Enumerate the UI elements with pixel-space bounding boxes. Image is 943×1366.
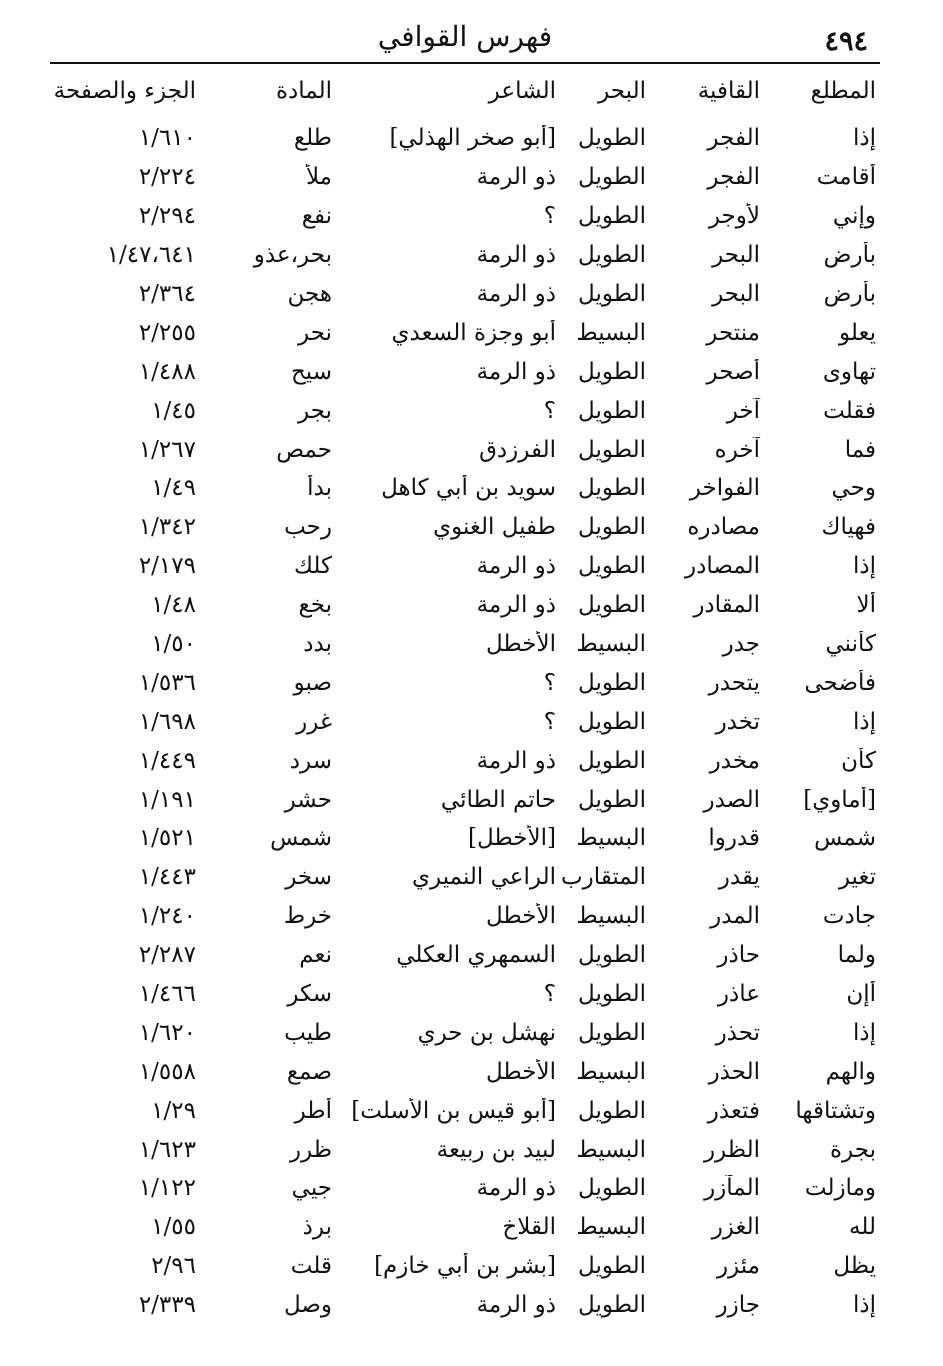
volume-page-cell: ١/٦٢٠	[138, 1019, 196, 1046]
matla-cell: بجرة	[830, 1136, 876, 1163]
bahr-cell: الطويل	[578, 514, 646, 541]
table-row	[50, 1247, 880, 1286]
bahr-cell: الطويل	[578, 358, 646, 385]
volume-page-cell: ١/٤٨٨	[138, 358, 196, 385]
table-row	[50, 780, 880, 819]
bahr-cell: الطويل	[578, 281, 646, 307]
table-row	[50, 1091, 880, 1130]
column-header-shaer: الشاعر	[488, 78, 556, 104]
bahr-cell: الطويل	[578, 747, 646, 774]
qafiya-cell: المقادر	[693, 592, 760, 619]
volume-page-cell: ١/٦٢٣	[138, 1136, 196, 1163]
matla-cell: فقلت	[823, 397, 876, 424]
volume-page-cell: ١/١٩١	[138, 786, 196, 813]
table-row	[50, 508, 880, 547]
table-row	[50, 1208, 880, 1247]
bahr-cell: الطويل	[578, 242, 646, 269]
matla-cell: تغير	[838, 864, 876, 891]
poet-cell: ذو الرمة	[476, 592, 556, 619]
volume-page-cell: ١/٤٦٦	[138, 981, 196, 1008]
root-cell: صمع	[286, 1058, 332, 1085]
poet-cell: حاتم الطائي	[440, 786, 556, 813]
root-cell: بدأ	[307, 475, 332, 502]
volume-page-cell: ١/٢٩	[151, 1097, 196, 1124]
table-row	[50, 119, 880, 158]
table-row	[50, 625, 880, 664]
root-cell: ملأ	[305, 164, 332, 191]
table-row	[50, 313, 880, 352]
matla-cell: إذا	[852, 708, 876, 735]
volume-page-cell: ١/٤٧،٦٤١	[106, 242, 196, 269]
matla-cell: بأرض	[823, 281, 876, 307]
page-number: ٤٩٤	[824, 26, 868, 57]
qafiya-cell: أصحر	[706, 358, 760, 385]
column-header-matla: المطلع	[810, 78, 876, 104]
matla-cell: ومازلت	[804, 1175, 876, 1202]
table-row	[50, 741, 880, 780]
qafiya-cell: قدروا	[708, 825, 760, 852]
volume-page-cell: ٢/١٧٩	[138, 553, 196, 580]
volume-page-cell: ١/١٢٢	[138, 1175, 196, 1202]
table-row	[50, 352, 880, 391]
bahr-cell: الطويل	[578, 708, 646, 735]
volume-page-cell: ١/٤٨	[151, 592, 196, 619]
root-cell: بخع	[298, 592, 332, 619]
table-row	[50, 1286, 880, 1325]
matla-cell: وتشتاقها	[795, 1097, 876, 1124]
bahr-cell: الطويل	[578, 1097, 646, 1124]
bahr-cell: الطويل	[578, 1019, 646, 1046]
poet-cell: السمهري العكلي	[396, 942, 556, 969]
matla-cell: لله	[849, 1214, 876, 1241]
volume-page-cell: ١/٤٩	[151, 475, 196, 502]
poet-cell: ؟	[543, 981, 556, 1008]
qafiya-cell: الحذر	[708, 1058, 760, 1085]
root-cell: طيب	[284, 1019, 332, 1046]
qafiya-cell: مخدر	[709, 747, 760, 774]
root-cell: هجن	[287, 281, 332, 307]
poet-cell: [أبو قيس بن الأسلت]	[351, 1097, 556, 1124]
root-cell: نحر	[298, 319, 332, 346]
bahr-cell: المتقارب	[560, 864, 646, 891]
bahr-cell: الطويل	[578, 1292, 646, 1319]
root-cell: غرر	[296, 708, 332, 735]
matla-cell: والهم	[825, 1058, 876, 1085]
poet-cell: الفرزدق	[479, 436, 556, 463]
table-row	[50, 858, 880, 897]
poet-cell: [الأخطل]	[468, 825, 556, 852]
poet-cell: أبو وجزة السعدي	[391, 319, 556, 346]
header-rule	[50, 62, 880, 64]
volume-page-cell: ٢/٣٦٤	[138, 281, 196, 307]
qafiya-cell: تحذر	[715, 1019, 760, 1046]
bahr-cell: الطويل	[578, 553, 646, 580]
table-row	[50, 236, 880, 275]
bahr-cell: الطويل	[578, 475, 646, 502]
qafiya-cell: تخدر	[715, 708, 760, 735]
poet-cell: ؟	[543, 203, 556, 230]
table-row	[50, 702, 880, 741]
poet-cell: القلاخ	[502, 1214, 556, 1241]
poet-cell: نهشل بن حري	[417, 1019, 556, 1046]
rhyme-index-table	[50, 68, 880, 1325]
matla-cell: يظل	[833, 1253, 876, 1280]
matla-cell: تهاوى	[822, 358, 876, 385]
root-cell: نفع	[301, 203, 332, 230]
volume-page-cell: ١/٣٤٢	[138, 514, 196, 541]
volume-page-cell: ١/٢٤٠	[138, 903, 196, 930]
poet-cell: [بشر بن أبي خازم]	[374, 1253, 556, 1280]
qafiya-cell: الغزر	[711, 1214, 760, 1241]
poet-cell: الأخطل	[485, 631, 556, 658]
qafiya-cell: مئزر	[716, 1253, 760, 1280]
column-header-bahr: البحر	[598, 78, 646, 104]
table-row	[50, 547, 880, 586]
table-row	[50, 975, 880, 1014]
bahr-cell: الطويل	[578, 1253, 646, 1280]
matla-cell: فهياك	[821, 514, 876, 541]
root-cell: بجر	[298, 397, 332, 424]
table-row	[50, 663, 880, 702]
poet-cell: ذو الرمة	[476, 164, 556, 191]
root-cell: سرد	[289, 747, 332, 774]
bahr-cell: البسيط	[576, 903, 646, 930]
bahr-cell: البسيط	[576, 825, 646, 852]
root-cell: حشر	[284, 786, 332, 813]
table-row	[50, 275, 880, 314]
qafiya-cell: آخره	[714, 436, 760, 463]
matla-cell: ولما	[837, 942, 876, 969]
bahr-cell: البسيط	[576, 1058, 646, 1085]
poet-cell: ذو الرمة	[476, 1175, 556, 1202]
qafiya-cell: عاذر	[717, 981, 760, 1008]
bahr-cell: البسيط	[576, 1136, 646, 1163]
table-row	[50, 819, 880, 858]
root-cell: بدد	[303, 631, 332, 658]
matla-cell: إذا	[852, 1292, 876, 1319]
qafiya-cell: المصادر	[685, 553, 760, 580]
volume-page-cell: ١/٥٢١	[138, 825, 196, 852]
poet-cell: [أبو صخر الهذلي]	[389, 125, 556, 152]
qafiya-cell: فتعذر	[707, 1097, 760, 1124]
root-cell: جيي	[291, 1175, 332, 1202]
qafiya-cell: حاذر	[717, 942, 760, 969]
poet-cell: ؟	[543, 397, 556, 424]
running-header	[50, 14, 880, 60]
root-cell: وصل	[283, 1292, 332, 1319]
qafiya-cell: منتحر	[706, 319, 760, 346]
qafiya-cell: الظرر	[703, 1136, 760, 1163]
volume-page-cell: ١/٥٥٨	[138, 1058, 196, 1085]
qafiya-cell: المآزر	[704, 1175, 760, 1202]
root-cell: نعم	[299, 942, 332, 969]
root-cell: صبو	[293, 669, 332, 696]
poet-cell: ذو الرمة	[476, 358, 556, 385]
poet-cell: طفيل الغنوي	[433, 514, 556, 541]
root-cell: حمص	[276, 436, 332, 463]
root-cell: رحب	[284, 514, 332, 541]
bahr-cell: الطويل	[578, 942, 646, 969]
volume-page-cell: ١/٦٩٨	[138, 708, 196, 735]
volume-page-cell: ١/٤٥	[151, 397, 196, 424]
bahr-cell: البسيط	[576, 631, 646, 658]
poet-cell: ذو الرمة	[476, 553, 556, 580]
matla-cell: أإن	[846, 981, 876, 1008]
matla-cell: جادت	[822, 903, 876, 930]
qafiya-cell: جدر	[722, 631, 760, 658]
qafiya-cell: مصادره	[687, 514, 760, 541]
matla-cell: بأرض	[823, 242, 876, 269]
qafiya-cell: المدر	[710, 903, 760, 930]
poet-cell: ذو الرمة	[476, 242, 556, 269]
table-row	[50, 469, 880, 508]
qafiya-cell: الصدر	[703, 786, 760, 813]
table-row	[50, 430, 880, 469]
poet-cell: لبيد بن ربيعة	[436, 1136, 556, 1163]
table-body	[50, 119, 880, 1325]
volume-page-cell: ١/٦١٠	[138, 125, 196, 152]
poet-cell: ذو الرمة	[476, 1292, 556, 1319]
volume-page-cell: ٢/٢٢٤	[138, 164, 196, 191]
qafiya-cell: الفجر	[707, 125, 760, 152]
table-header-row	[50, 68, 880, 114]
matla-cell: إذا	[852, 125, 876, 152]
table-row	[50, 1052, 880, 1091]
volume-page-cell: ٢/٣٣٩	[138, 1292, 196, 1319]
matla-cell: فأضحى	[804, 669, 876, 696]
poet-cell: الأخطل	[485, 1058, 556, 1085]
root-cell: أطر	[294, 1097, 332, 1124]
matla-cell: وإني	[832, 203, 876, 230]
qafiya-cell: الفواخر	[689, 475, 760, 502]
table-row	[50, 391, 880, 430]
poet-cell: سويد بن أبي كاهل	[381, 475, 556, 502]
root-cell: سخر	[285, 864, 332, 891]
qafiya-cell: البحر	[712, 281, 760, 307]
root-cell: سيح	[290, 358, 332, 385]
root-cell: طلع	[293, 125, 332, 152]
matla-cell: إذا	[852, 553, 876, 580]
root-cell: شمس	[270, 825, 332, 852]
volume-page-cell: ٢/٢٥٥	[138, 319, 196, 346]
bahr-cell: البسيط	[576, 319, 646, 346]
bahr-cell: الطويل	[578, 592, 646, 619]
poet-cell: الأخطل	[485, 903, 556, 930]
matla-cell: كأنني	[825, 631, 876, 658]
root-cell: بحر،عذو	[253, 242, 332, 269]
qafiya-cell: الفجر	[707, 164, 760, 191]
bahr-cell: الطويل	[578, 164, 646, 191]
volume-page-cell: ١/٤٤٩	[138, 747, 196, 774]
root-cell: ظرر	[289, 1136, 332, 1163]
matla-cell: [أماوي]	[803, 786, 876, 813]
volume-page-cell: ١/٥٣٦	[138, 669, 196, 696]
bahr-cell: البسيط	[576, 1214, 646, 1241]
poet-cell: ذو الرمة	[476, 747, 556, 774]
table-row	[50, 586, 880, 625]
column-header-madda: المادة	[276, 78, 332, 104]
root-cell: خرط	[283, 903, 332, 930]
table-row	[50, 1169, 880, 1208]
volume-page-cell: ٢/٢٩٤	[138, 203, 196, 230]
running-title: فهرس القوافي	[377, 20, 553, 53]
volume-page-cell: ١/٥٠	[151, 631, 196, 658]
bahr-cell: الطويل	[578, 436, 646, 463]
root-cell: كلك	[294, 553, 332, 580]
volume-page-cell: ١/٢٦٧	[138, 436, 196, 463]
bahr-cell: الطويل	[578, 125, 646, 152]
table-row	[50, 936, 880, 975]
volume-page-cell: ٢/٩٦	[151, 1253, 196, 1280]
matla-cell: فما	[844, 436, 876, 463]
qafiya-cell: يتحدر	[708, 669, 760, 696]
matla-cell: وحي	[831, 475, 876, 502]
qafiya-cell: آخر	[726, 397, 760, 424]
volume-page-cell: ١/٥٥	[151, 1214, 196, 1241]
bahr-cell: الطويل	[578, 203, 646, 230]
root-cell: برذ	[302, 1214, 332, 1241]
matla-cell: أقامت	[816, 164, 876, 191]
qafiya-cell: جازر	[716, 1292, 760, 1319]
root-cell: سكر	[287, 981, 332, 1008]
matla-cell: شمس	[814, 825, 876, 852]
poet-cell: ؟	[543, 708, 556, 735]
qafiya-cell: يقدر	[718, 864, 760, 891]
matla-cell: يعلو	[839, 319, 876, 346]
qafiya-cell: لأوجر	[708, 203, 760, 230]
column-header-juz: الجزء والصفحة	[53, 78, 196, 104]
qafiya-cell: البحر	[712, 242, 760, 269]
bahr-cell: الطويل	[578, 786, 646, 813]
table-row	[50, 897, 880, 936]
table-row	[50, 197, 880, 236]
poet-cell: ؟	[543, 669, 556, 696]
matla-cell: ألا	[856, 592, 876, 619]
bahr-cell: الطويل	[578, 981, 646, 1008]
poet-cell: ذو الرمة	[476, 281, 556, 307]
matla-cell: إذا	[852, 1019, 876, 1046]
root-cell: قلت	[290, 1253, 332, 1280]
volume-page-cell: ١/٤٤٣	[138, 864, 196, 891]
table-row	[50, 1013, 880, 1052]
bahr-cell: الطويل	[578, 397, 646, 424]
poet-cell: الراعي النميري	[412, 864, 556, 891]
column-header-qafiya: القافية	[697, 78, 760, 104]
bahr-cell: الطويل	[578, 1175, 646, 1202]
volume-page-cell: ٢/٢٨٧	[138, 942, 196, 969]
bahr-cell: الطويل	[578, 669, 646, 696]
table-row	[50, 158, 880, 197]
matla-cell: كأن	[841, 747, 876, 774]
table-row	[50, 1130, 880, 1169]
